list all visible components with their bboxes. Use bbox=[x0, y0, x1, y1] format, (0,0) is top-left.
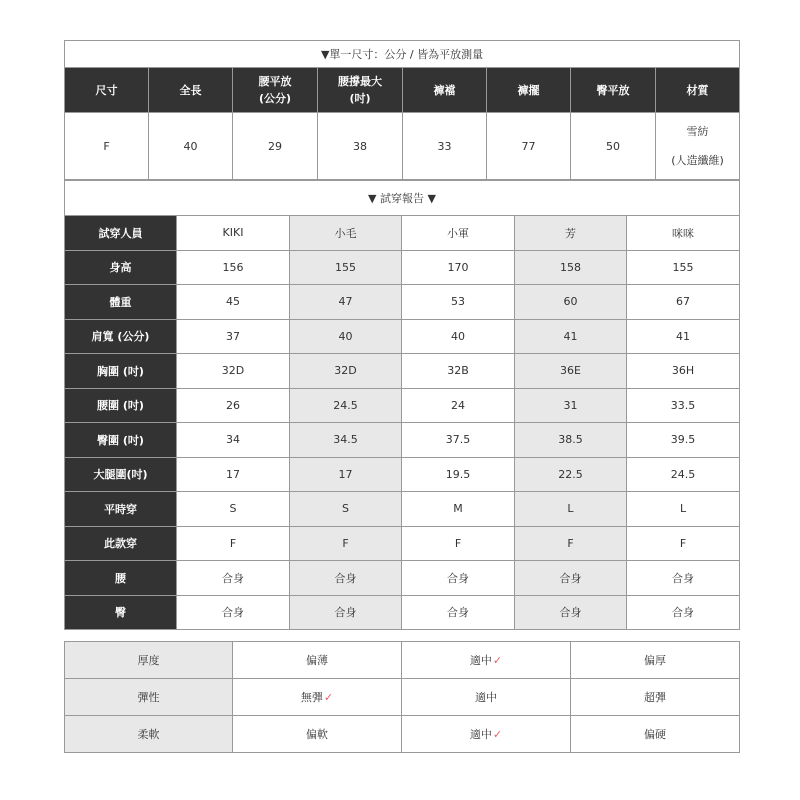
fit-report-cell: 32D bbox=[177, 354, 290, 389]
size-value-cell: 33 bbox=[403, 113, 487, 180]
fit-report-cell: 158 bbox=[515, 250, 627, 285]
fit-report-cell: 67 bbox=[627, 285, 740, 320]
fit-report-row bbox=[65, 285, 740, 320]
fit-report-cell: F bbox=[515, 526, 627, 561]
fit-report-cell: L bbox=[627, 492, 740, 527]
fabric-option bbox=[571, 642, 740, 679]
fabric-row bbox=[65, 716, 740, 753]
fit-report-cell: 34.5 bbox=[290, 423, 402, 458]
fabric-option-text: 超彈 bbox=[644, 691, 666, 704]
fit-report-row bbox=[65, 250, 740, 285]
fit-report-cell: 36H bbox=[627, 354, 740, 389]
fit-report-cell: 47 bbox=[290, 285, 402, 320]
fit-report-cell: 155 bbox=[290, 250, 402, 285]
size-table bbox=[64, 40, 740, 180]
fit-row-label: 試穿人員 bbox=[65, 216, 177, 251]
fit-report-cell: F bbox=[290, 526, 402, 561]
fit-report-cell: 芳 bbox=[515, 216, 627, 251]
fit-report-cell: 合身 bbox=[177, 561, 290, 596]
fit-report-cell: 60 bbox=[515, 285, 627, 320]
size-header-cell: 尺寸 bbox=[65, 68, 149, 113]
size-header-cell: 褲襠 bbox=[403, 68, 487, 113]
fit-report-cell: 32B bbox=[402, 354, 515, 389]
fit-report-cell: 24.5 bbox=[627, 457, 740, 492]
size-value-cell: 29 bbox=[233, 113, 318, 180]
material-cell: 雪紡 (人造纖維) bbox=[656, 113, 740, 180]
fabric-option bbox=[402, 716, 571, 753]
fit-report-cell: M bbox=[402, 492, 515, 527]
fit-report-cell: 小毛 bbox=[290, 216, 402, 251]
fit-report-cell: 32D bbox=[290, 354, 402, 389]
fit-report-table bbox=[64, 180, 740, 630]
fit-row-label: 平時穿 bbox=[65, 492, 177, 527]
fit-report-cell: 33.5 bbox=[627, 388, 740, 423]
size-table-banner: ▼單一尺寸：公分 / 皆為平放測量 bbox=[65, 41, 740, 68]
fit-report-cell: 40 bbox=[290, 319, 402, 354]
fit-report-cell: F bbox=[627, 526, 740, 561]
size-header-cell: 全長 bbox=[149, 68, 233, 113]
fit-report-row bbox=[65, 595, 740, 630]
fabric-option bbox=[402, 642, 571, 679]
fabric-option-text: 偏薄 bbox=[306, 654, 328, 667]
fit-report-cell: 合身 bbox=[627, 561, 740, 596]
fit-report-cell: 156 bbox=[177, 250, 290, 285]
fit-report-banner: ▼ 試穿報告 ▼ bbox=[65, 181, 740, 216]
fit-report-cell: KIKI bbox=[177, 216, 290, 251]
size-value-cell: 50 bbox=[571, 113, 656, 180]
fit-report-cell: 17 bbox=[290, 457, 402, 492]
fabric-option bbox=[233, 716, 402, 753]
fit-report-cell: 合身 bbox=[515, 561, 627, 596]
fit-report-cell: F bbox=[402, 526, 515, 561]
fabric-label: 柔軟 bbox=[65, 716, 233, 753]
fabric-option-text: 偏硬 bbox=[644, 728, 666, 741]
fit-report-cell: 41 bbox=[627, 319, 740, 354]
fabric-option-text: 適中 bbox=[469, 728, 492, 741]
check-mark-icon: ✓ bbox=[492, 654, 503, 667]
check-mark-icon: ✓ bbox=[492, 728, 503, 741]
size-value-cell: 40 bbox=[149, 113, 233, 180]
fit-report-cell: L bbox=[515, 492, 627, 527]
size-value-cell: 38 bbox=[318, 113, 403, 180]
fit-report-row bbox=[65, 423, 740, 458]
fit-report-cell: 37.5 bbox=[402, 423, 515, 458]
fit-report-cell: 34 bbox=[177, 423, 290, 458]
size-value-cell: F bbox=[65, 113, 149, 180]
fit-report-cell: S bbox=[177, 492, 290, 527]
fit-report-cell: 合身 bbox=[177, 595, 290, 630]
fabric-option-text: 偏軟 bbox=[306, 728, 328, 741]
fabric-option-text: 適中 bbox=[469, 654, 492, 667]
fit-row-label: 身高 bbox=[65, 250, 177, 285]
fit-report-cell: 19.5 bbox=[402, 457, 515, 492]
fit-report-cell: 17 bbox=[177, 457, 290, 492]
fit-report-cell: 24.5 bbox=[290, 388, 402, 423]
fit-report-row bbox=[65, 354, 740, 389]
size-header-cell: 腰撐最大 (吋) bbox=[318, 68, 403, 113]
fit-report-cell: 31 bbox=[515, 388, 627, 423]
size-header-cell: 材質 bbox=[656, 68, 740, 113]
size-value-cell: 77 bbox=[487, 113, 571, 180]
fit-report-cell: 咪咪 bbox=[627, 216, 740, 251]
fit-report-cell: F bbox=[177, 526, 290, 561]
fit-report-cell: 合身 bbox=[290, 595, 402, 630]
fit-report-cell: 26 bbox=[177, 388, 290, 423]
fit-report-cell: S bbox=[290, 492, 402, 527]
fit-report-cell: 36E bbox=[515, 354, 627, 389]
fit-report-cell: 合身 bbox=[290, 561, 402, 596]
size-value-row bbox=[65, 113, 740, 180]
fabric-option bbox=[571, 716, 740, 753]
fit-report-cell: 40 bbox=[402, 319, 515, 354]
fabric-option bbox=[233, 642, 402, 679]
fit-report-row bbox=[65, 492, 740, 527]
fit-report-row bbox=[65, 457, 740, 492]
fit-report-cell: 170 bbox=[402, 250, 515, 285]
fit-report-cell: 22.5 bbox=[515, 457, 627, 492]
fabric-label: 彈性 bbox=[65, 679, 233, 716]
fit-report-cell: 合身 bbox=[627, 595, 740, 630]
fit-report-row bbox=[65, 388, 740, 423]
fabric-option bbox=[402, 679, 571, 716]
fabric-option bbox=[571, 679, 740, 716]
fabric-option-text: 偏厚 bbox=[644, 654, 666, 667]
fit-report-row bbox=[65, 216, 740, 251]
fit-report-cell: 小軍 bbox=[402, 216, 515, 251]
fit-report-cell: 45 bbox=[177, 285, 290, 320]
check-mark-icon: ✓ bbox=[323, 691, 334, 704]
fit-report-cell: 合身 bbox=[515, 595, 627, 630]
size-header-cell: 腰平放 (公分) bbox=[233, 68, 318, 113]
fit-report-row bbox=[65, 526, 740, 561]
fabric-option bbox=[233, 679, 402, 716]
fabric-option-text: 適中 bbox=[475, 691, 497, 704]
fit-row-label: 此款穿 bbox=[65, 526, 177, 561]
fabric-label: 厚度 bbox=[65, 642, 233, 679]
fit-report-row bbox=[65, 561, 740, 596]
fit-report-cell: 155 bbox=[627, 250, 740, 285]
fit-report-cell: 合身 bbox=[402, 595, 515, 630]
fit-row-label: 肩寬 (公分) bbox=[65, 319, 177, 354]
fit-row-label: 臀 bbox=[65, 595, 177, 630]
size-header-cell: 臀平放 bbox=[571, 68, 656, 113]
fit-report-cell: 37 bbox=[177, 319, 290, 354]
fit-row-label: 腰 bbox=[65, 561, 177, 596]
fit-row-label: 大腿圍(吋) bbox=[65, 457, 177, 492]
fabric-row bbox=[65, 679, 740, 716]
fabric-table bbox=[64, 641, 740, 753]
fit-report-cell: 39.5 bbox=[627, 423, 740, 458]
fabric-row bbox=[65, 642, 740, 679]
fit-report-cell: 24 bbox=[402, 388, 515, 423]
fit-row-label: 體重 bbox=[65, 285, 177, 320]
fit-report-cell: 41 bbox=[515, 319, 627, 354]
fabric-option-text: 無彈 bbox=[300, 691, 323, 704]
fit-row-label: 腰圍 (吋) bbox=[65, 388, 177, 423]
fit-report-cell: 53 bbox=[402, 285, 515, 320]
fit-report-cell: 合身 bbox=[402, 561, 515, 596]
fit-row-label: 臀圍 (吋) bbox=[65, 423, 177, 458]
fit-report-row bbox=[65, 319, 740, 354]
size-header-row bbox=[65, 68, 740, 113]
size-header-cell: 褲擺 bbox=[487, 68, 571, 113]
fit-row-label: 胸圍 (吋) bbox=[65, 354, 177, 389]
fit-report-cell: 38.5 bbox=[515, 423, 627, 458]
